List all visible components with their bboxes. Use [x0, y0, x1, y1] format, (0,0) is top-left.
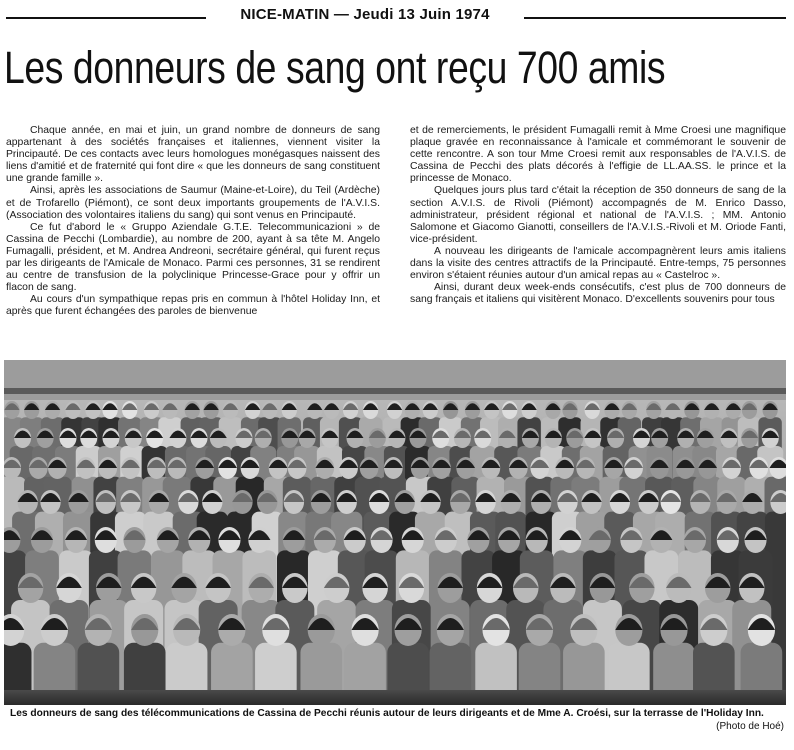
masthead-title: NICE-MATIN — Jeudi 13 Juin 1974 — [240, 6, 490, 23]
paragraph: et de remerciements, le président Fumagalli remit à Mme Croesi une magnifique plaque gravée en reconnaissance à l'amicale et commémorant le souvenir de cette rencontre. A son tour Mme Croesi remit aux responsables de l'A.V.I.S. de Cassina de Pecchi des plats décorés à l'effigie de LL.AA.SS. le prince et la princesse de Monaco. — [410, 125, 786, 185]
paragraph: Ce fut d'abord le « Gruppo Aziendale G.T.E. Telecommunicazioni » de Cassina de Pecchi (Lombardie), au nombre de 200, ayant à sa tête M. Angelo Fumagalli, président, et M. Andrea Andreoni, secrétaire général, qui furent reçus par les dirigeants de l'Amicale de Monaco. Parmi ces personnes, 31 se rendirent au centre de transfusion de la polyclinique Princesse-Grace pour y offrir un flacon de sang. — [6, 221, 380, 294]
paragraph: Au cours d'un sympathique repas pris en commun à l'hôtel Holiday Inn, et après que furent échangées des paroles de bienvenue — [6, 294, 380, 318]
article-column-right — [410, 125, 786, 306]
masthead — [0, 0, 794, 34]
crowd — [4, 401, 786, 705]
group-photo — [4, 360, 786, 705]
paragraph: Chaque année, en mai et juin, un grand nombre de donneurs de sang appartenant à des sociétés françaises et italiennes, viennent visiter la Principauté. De ces contacts avec leurs homologues monégasques naissent des liens d'amitié et de fraternité qui font dire « que les donneurs de sang constituent une grande famille ». — [6, 125, 380, 185]
article-column-left — [6, 125, 380, 319]
masthead-rule-left — [6, 17, 206, 19]
photo-caption: Les donneurs de sang des télécommunications de Cassina de Pecchi réunis autour de leurs dirigeants et de Mme A. Croési, sur la terrasse de l'Holiday Inn. — [10, 708, 764, 719]
paragraph: Ainsi, durant deux week-ends consécutifs, c'est plus de 700 donneurs de sang français et italiens qui visitèrent Monaco. D'excellents souvenirs pour tous — [410, 282, 786, 306]
paragraph: Ainsi, après les associations de Saumur (Maine-et-Loire), du Teil (Ardèche) et de Trofarello (Piémont), ce sont deux importants groupements de l'A.V.I.S. (Association des volontaires italiens du sang) qui sont venus en Principauté. — [6, 185, 380, 221]
masthead-rule-right — [524, 17, 786, 19]
group-photo-image — [4, 360, 786, 705]
article-headline: Les donneurs de sang ont reçu 700 amis — [4, 42, 666, 93]
paragraph: A nouveau les dirigeants de l'amicale accompagnèrent leurs amis italiens dans la visite des centres attractifs de la Principauté. Entre-temps, 75 personnes environ s'étaient réunies autour d'un amical repas au « Castelroc ». — [410, 245, 786, 282]
photo-credit: (Photo de Hoé) — [716, 721, 784, 732]
paragraph: Quelques jours plus tard c'était la réception de 350 donneurs de sang de la section A.V.I.S. de Rivoli (Piémont) accompagnés de M. Enrico Dasso, administrateur, président régional et national de l'A.V.I.S. ; MM. Antonio Salomone et Giacomo Gianotti, conseillers de l'A.V.I.S.-Rivoli et M. Oriode Fanti, vice-président. — [410, 185, 786, 245]
